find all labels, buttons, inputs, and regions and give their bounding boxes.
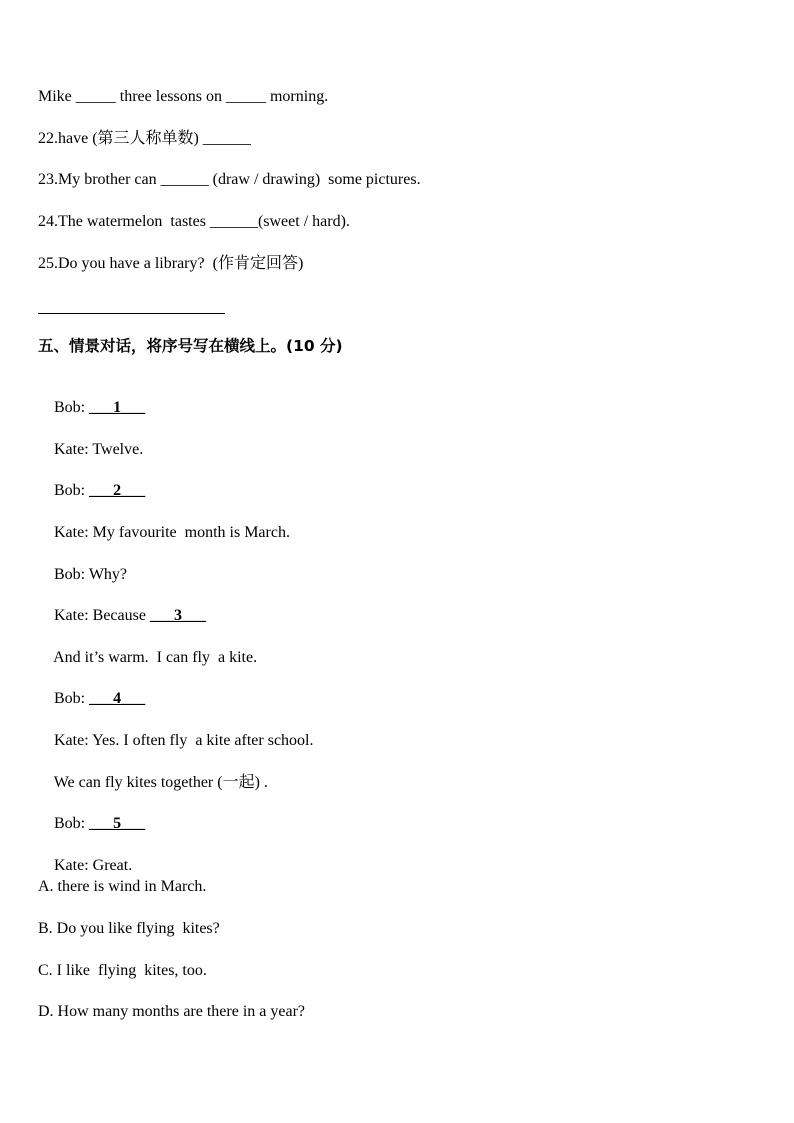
dialogue-text: Why? [88, 566, 128, 583]
answer-blank-4: ___4___ [89, 690, 146, 707]
answer-blank-5: ___5___ [89, 815, 146, 832]
answer-blank-3: ___3___ [149, 607, 206, 624]
dialogue-text: Because [92, 607, 150, 624]
option-d: D. How many months are there in a year? [38, 1003, 306, 1020]
dialogue-text: And it’s warm. I can fly a kite. [53, 649, 258, 666]
speaker-label: Bob: [54, 690, 90, 707]
speaker-label: Bob: [54, 482, 90, 499]
question-23: 23.My brother can ______ (draw / drawing) some pictures. [38, 171, 421, 188]
speaker-label: Kate: [54, 441, 93, 458]
question-24: 24.The watermelon tastes ______(sweet / hard). [38, 213, 350, 230]
dialogue-text: Yes. I often fly a kite after school. [92, 732, 314, 749]
speaker-label: Bob: [54, 566, 89, 583]
speaker-label: Kate: [54, 732, 93, 749]
dialogue-text: Twelve. [92, 441, 144, 458]
speaker-label: Kate: [54, 857, 93, 874]
section-five-heading: 五、情景对话，将序号写在横线上。(10 分) [38, 337, 343, 355]
speaker-label: Bob: [54, 815, 90, 832]
option-b: B. Do you like flying kites? [38, 920, 220, 937]
answer-line-25 [38, 313, 225, 314]
answer-blank-2: ___2___ [89, 482, 146, 499]
question-22: 22.have (第三人称单数) ______ [38, 130, 251, 147]
answer-blank-1: ___1___ [89, 399, 146, 416]
speaker-label: Kate: [54, 524, 93, 541]
option-a: A. there is wind in March. [38, 878, 207, 895]
question-21-sentence: Mike _____ three lessons on _____ morning. [38, 88, 329, 105]
speaker-label: Kate: [54, 607, 93, 624]
option-c: C. I like flying kites, too. [38, 962, 207, 979]
dialogue-text: We can fly kites together (一起) . [53, 774, 268, 791]
speaker-label: Bob: [54, 399, 90, 416]
dialogue-text: Great. [92, 857, 133, 874]
question-25: 25.Do you have a library? (作肯定回答) [38, 255, 304, 272]
dialogue-text: My favourite month is March. [92, 524, 290, 541]
